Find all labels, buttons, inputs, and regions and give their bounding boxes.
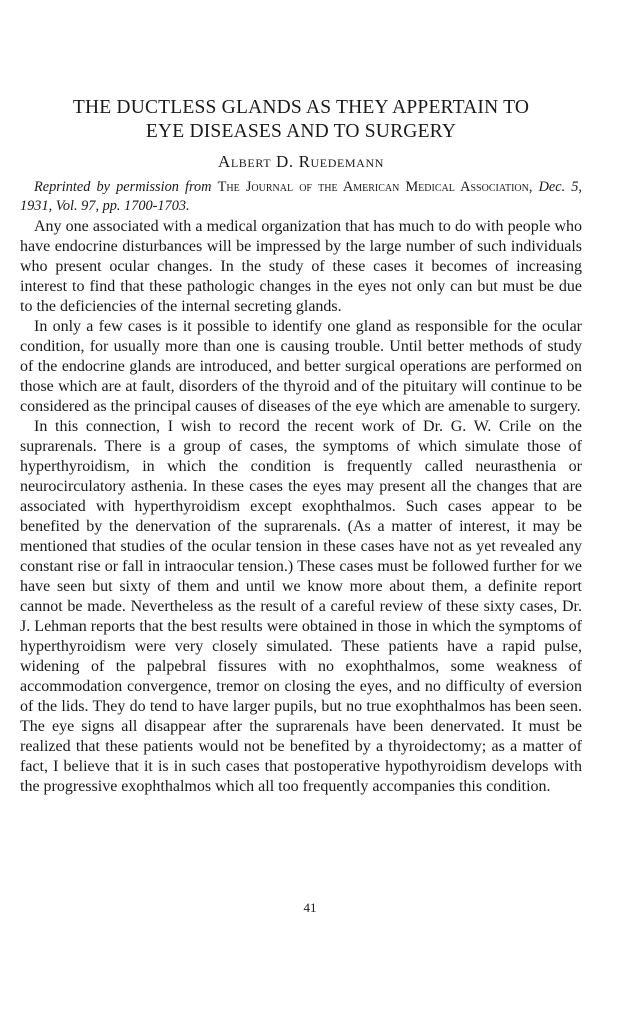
body-paragraph-3: In this connection, I wish to record the recent work of Dr. G. W. Crile on the suprarenals. There is a group of cases, the symptoms of which simulate those of hyperthyroidism, in which the condition is frequently called neurasthenia or neurocirculatory asthenia. In these cases the eyes may present all the changes that are associated with hyperthyroidism except exophthalmos. Such cases appear to be benefited by the denervation of the suprarenals. (As a matter of interest, it may be mentioned that studies of the ocular tension in these cases have not as yet revealed any constant rise or fall in intraocular tension.) These cases must be followed further for we have seen but sixty of them and until we know more about them, a definite report cannot be made. Nevertheless as the result of a careful review of these sixty cases, Dr. J. Lehman reports that the best results were obtained in those in which the symptoms of hyperthyroidism were very closely simulated. These patients have a rapid pulse, widening of the palpebral fissures with no exophthalmos, some weakness of accommodation convergence, tremor on closing the eyes, and no difficulty of eversion of the lids. They do tend to have larger pupils, but no true exophthalmos has been seen. The eye signs all disappear after the suprarenals have been denervated. It must be realized that these patients would not be benefited by a thyroidectomy; as a matter of fact, I believe that it is in such cases that postoperative hypothyroidism develops with the progressive exophthalmos which all too frequently accompanies this condition.	[20, 418, 582, 795]
page-number: 41	[303, 900, 317, 915]
reprint-journal: The Journal of the American Medical Association,	[217, 179, 533, 195]
reprint-prefix: Reprinted by permission from	[34, 179, 212, 195]
article-title-line-2: EYE DISEASES AND TO SURGERY	[145, 121, 457, 142]
article-title-line-1: THE DUCTLESS GLANDS AS THEY APPERTAIN TO	[72, 97, 530, 118]
article-page	[20, 96, 582, 797]
article-author: Albert D. Ruedemann	[218, 152, 384, 171]
reprint-citation: Dec. 5, 1931, Vol. 97, pp. 1700-1703.	[20, 179, 583, 214]
body-paragraph-2: In only a few cases is it possible to identify one gland as responsible for the ocular condition, for usually more than one is causing trouble. Until better methods of study of the endocrine glands are introduced, and better surgical operations are performed on those which are at fault, disorders of the thyroid and of the pituitary will continue to be considered as the principal causes of diseases of the eye which are amenable to surgery.	[20, 318, 582, 415]
article-title	[20, 96, 582, 144]
body-paragraph-1: Any one associated with a medical organization that has much to do with people who have endocrine disturbances will be impressed by the large number of such individuals who present ocular changes. In the study of these cases it becomes of increasing interest to find that these pathologic changes in the eyes not only can but must be due to the deficiencies of the internal secreting glands.	[20, 218, 582, 315]
article-body	[20, 217, 582, 797]
reprint-note	[20, 178, 582, 216]
